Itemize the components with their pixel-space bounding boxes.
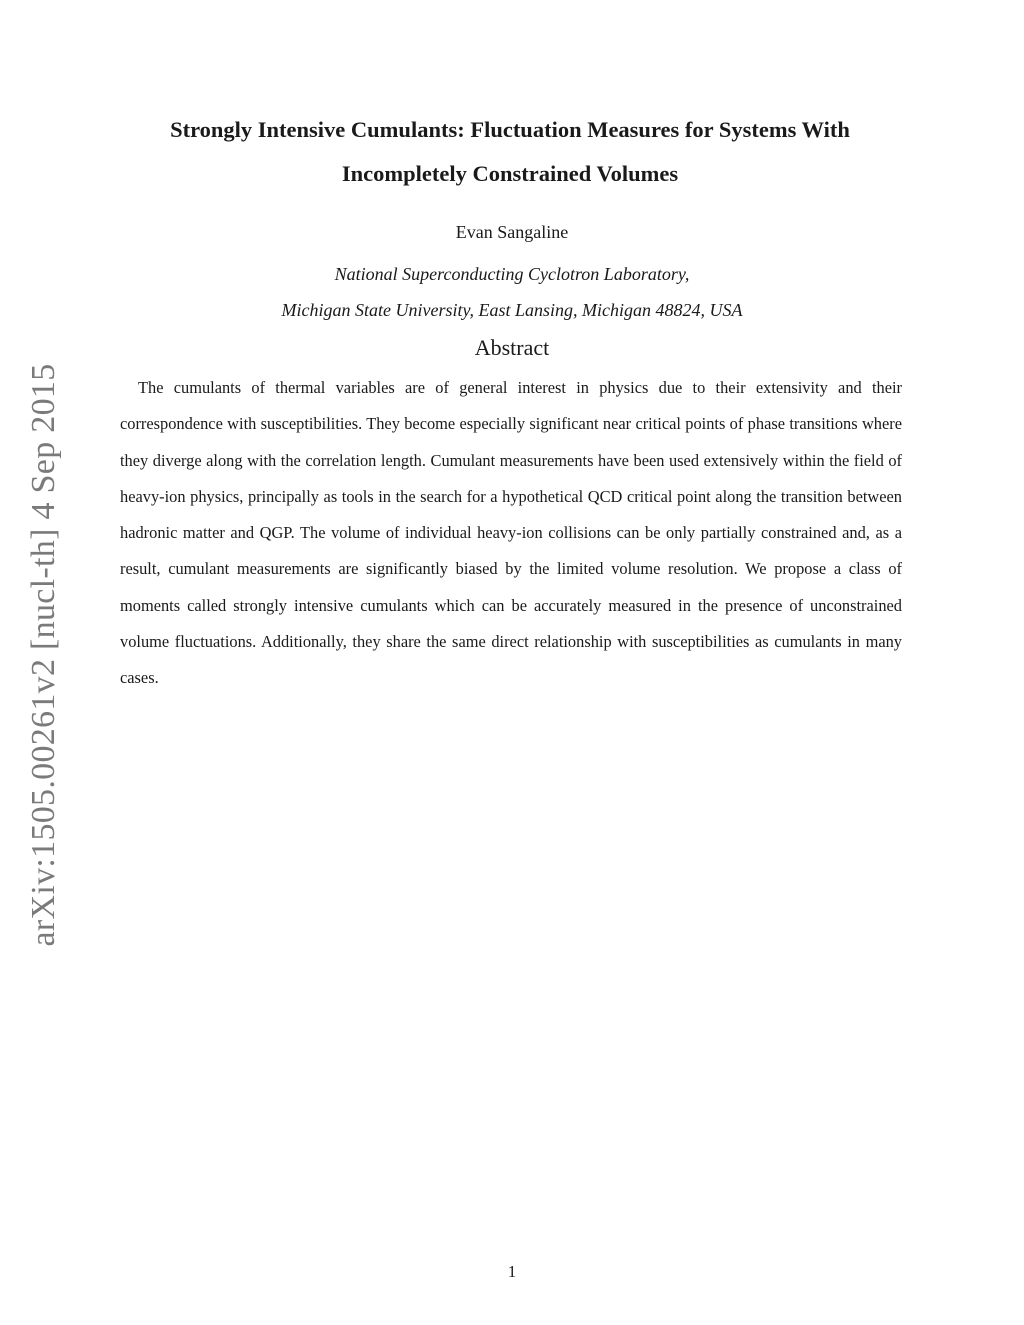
abstract-body: The cumulants of thermal variables are of general interest in physics due to their extensivity and their correspondence with susceptibilities. They become especially significant near critical points of phase transitions where they diverge along with the correlation length. Cumulant measurements have been used extensively within the field of heavy-ion physics, principally as tools in the search for a hypothetical QCD critical point along the transition between hadronic matter and QGP. The volume of individual heavy-ion collisions can be only partially constrained and, as a result, cumulant measurements are significantly biased by the limited volume resolution. We propose a class of moments called strongly intensive cumulants which can be accurately measured in the presence of unconstrained volume fluctuations. Additionally, they share the same direct relationship with susceptibilities as cumulants in many cases. [120,378,902,688]
affiliation-line-2: Michigan State University, East Lansing, Michigan 48824, USA [281,300,743,320]
affiliation-line-1: National Superconducting Cyclotron Laboratory, [334,264,690,284]
author-name: Evan Sangaline [455,222,569,242]
paper-title: Strongly Intensive Cumulants: Fluctuation Measures for Systems With Incompletely Constrained Volumes [170,117,850,186]
abstract-heading: Abstract [474,335,550,360]
page-number: 1 [507,1262,517,1281]
author-affiliation [0,256,1024,328]
arxiv-identifier-text: arXiv:1505.00261v2 [nucl-th] 4 Sep 2015 [25,363,62,947]
